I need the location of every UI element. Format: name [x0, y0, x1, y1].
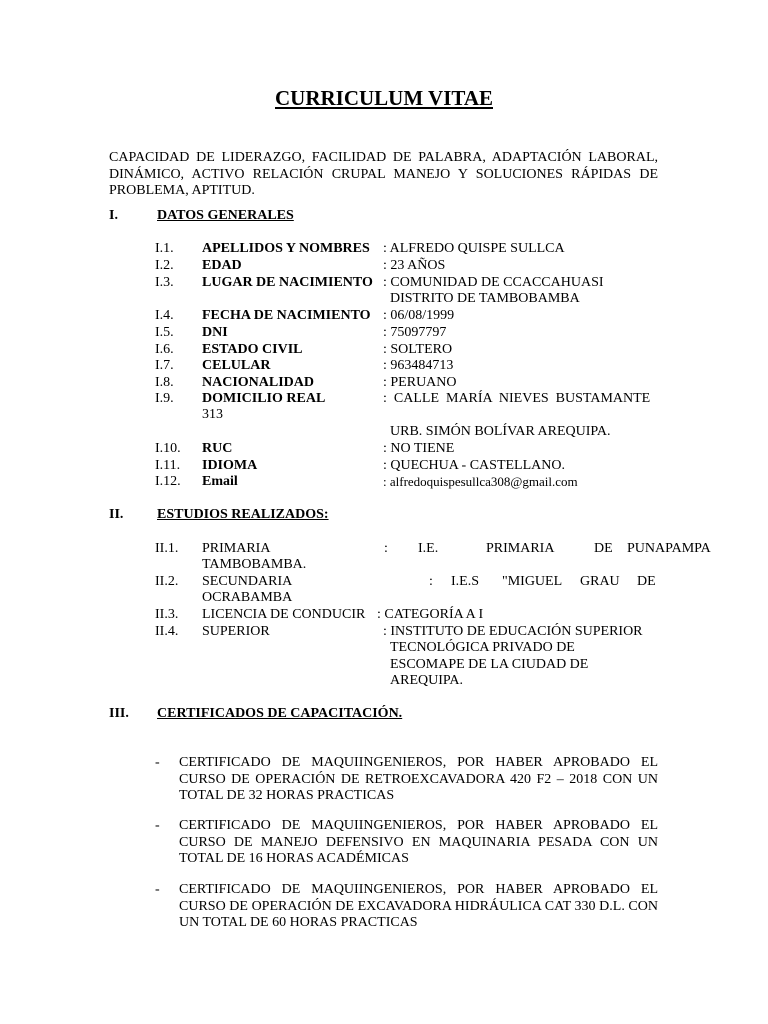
section-title: CERTIFICADOS DE CAPACITACIÓN. [157, 706, 403, 721]
row-label: FECHA DE NACIMIENTO [202, 308, 371, 323]
row-label: IDIOMA [202, 458, 258, 473]
row-value-wrap: TAMBOBAMBA. [202, 557, 307, 572]
row-value-wrap: OCRABAMBA [202, 590, 293, 605]
row-label: RUC [202, 441, 233, 456]
row-number: II.2. [155, 574, 179, 589]
row-label: Email [202, 474, 238, 489]
row-label: DNI [202, 325, 228, 340]
row-label: ESTADO CIVIL [202, 342, 303, 357]
section-title: ESTUDIOS REALIZADOS: [157, 507, 329, 522]
row-value: : NO TIENE [383, 441, 455, 456]
certificate-text: CERTIFICADO DE MAQUIINGENIEROS, POR HABER APROBADO EL CURSO DE OPERACIÓN DE EXCAVADORA HIDRÁULICA CAT 330 D.L. CON UN TOTAL DE 60 HORAS PRACTICAS [179, 882, 658, 930]
row-number: II.1. [155, 541, 179, 556]
row-value-word: "MIGUEL [502, 574, 563, 589]
row-value-word: GRAU [580, 574, 620, 589]
row-number: I.4. [155, 308, 174, 323]
row-value-word: DE [594, 541, 613, 556]
row-number: I.9. [155, 391, 174, 406]
row-value: : COMUNIDAD DE CCACCAHUASI [383, 275, 604, 290]
row-label: LICENCIA DE CONDUCIR [202, 607, 366, 622]
row-label: SECUNDARIA [202, 574, 293, 589]
row-label: DOMICILIO REAL [202, 391, 326, 406]
row-label: LUGAR DE NACIMIENTO [202, 275, 373, 290]
bullet-dash: - [155, 882, 160, 897]
row-number: I.5. [155, 325, 174, 340]
row-number: I.12. [155, 474, 181, 489]
certificate-text: CERTIFICADO DE MAQUIINGENIEROS, POR HABER APROBADO EL CURSO DE MANEJO DEFENSIVO EN MAQUINARIA PESADA CON UN TOTAL DE 16 HORAS ACADÉMICAS [179, 818, 658, 866]
section-number: I. [109, 208, 118, 223]
row-label: EDAD [202, 258, 242, 273]
bullet-dash: - [155, 818, 160, 833]
intro-paragraph: CAPACIDAD DE LIDERAZGO, FACILIDAD DE PALABRA, ADAPTACIÓN LABORAL, DINÁMICO, ACTIVO RELACIÓN CRUPAL MANEJO Y SOLUCIONES RÁPIDAS DE PROBLEMA, APTITUD. [109, 150, 658, 198]
row-value: : 06/08/1999 [383, 308, 455, 323]
row-value: : CATEGORÍA A I [377, 607, 484, 622]
row-label: CELULAR [202, 358, 271, 373]
row-value: : 963484713 [383, 358, 454, 373]
row-number: I.2. [155, 258, 174, 273]
row-value-word: I.E.S [451, 574, 479, 589]
row-value-continued: URB. SIMÓN BOLÍVAR AREQUIPA. [390, 424, 611, 439]
bullet-dash: - [155, 755, 160, 770]
section-title: DATOS GENERALES [157, 208, 294, 223]
row-label: NACIONALIDAD [202, 375, 315, 390]
row-value: : CALLE MARÍA NIEVES BUSTAMANTE [383, 391, 651, 406]
certificate-text: CERTIFICADO DE MAQUIINGENIEROS, POR HABER APROBADO EL CURSO DE OPERACIÓN DE RETROEXCAVADORA 420 F2 – 2018 CON UN TOTAL DE 32 HORAS PRACTICAS [179, 755, 658, 803]
row-number: I.10. [155, 441, 181, 456]
row-label: SUPERIOR [202, 624, 270, 639]
email-value: : alfredoquispesullca308@gmail.com [383, 474, 578, 489]
row-number: II.3. [155, 607, 179, 622]
row-value: : PERUANO [383, 375, 457, 390]
row-label: APELLIDOS Y NOMBRES [202, 241, 370, 256]
row-colon: : [429, 574, 433, 589]
row-value-word: PRIMARIA [486, 541, 555, 556]
row-value: : QUECHUA - CASTELLANO. [383, 458, 565, 473]
row-value-word: PUNAPAMPA [627, 541, 711, 556]
row-value-continued: DISTRITO DE TAMBOBAMBA [390, 291, 580, 306]
row-number: I.1. [155, 241, 174, 256]
row-value-continued: ESCOMAPE DE LA CIUDAD DE [390, 657, 589, 672]
section-number: II. [109, 507, 124, 522]
row-number: I.6. [155, 342, 174, 357]
row-value: : 23 AÑOS [383, 258, 446, 273]
row-value: : 75097797 [383, 325, 447, 340]
row-number: I.3. [155, 275, 174, 290]
row-value-wrap: 313 [202, 407, 223, 422]
document-title: CURRICULUM VITAE [275, 86, 493, 110]
row-number: I.7. [155, 358, 174, 373]
row-value-word: I.E. [418, 541, 439, 556]
row-value: : INSTITUTO DE EDUCACIÓN SUPERIOR [383, 624, 643, 639]
row-number: I.8. [155, 375, 174, 390]
section-number: III. [109, 706, 129, 721]
row-label: PRIMARIA [202, 541, 271, 556]
row-value-continued: TECNOLÓGICA PRIVADO DE [390, 640, 575, 655]
row-value: : ALFREDO QUISPE SULLCA [383, 241, 565, 256]
row-value-word: DE [637, 574, 656, 589]
row-colon: : [384, 541, 388, 556]
row-number: II.4. [155, 624, 179, 639]
row-value-continued: AREQUIPA. [390, 673, 463, 688]
row-value: : SOLTERO [383, 342, 453, 357]
row-number: I.11. [155, 458, 181, 473]
